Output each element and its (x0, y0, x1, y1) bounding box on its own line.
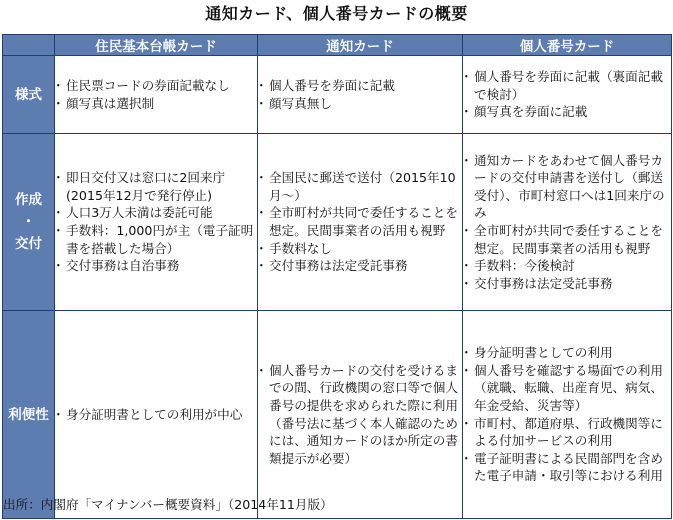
row-label-issuance-line: ・ (21, 214, 36, 230)
cell-format-juki (55, 56, 258, 134)
list-item: ・ 交付事務は法定受託事務 (258, 257, 462, 275)
table-row (3, 134, 672, 311)
source-note: 出所：内閣府「マイナンバー概要資料」（2014年11月版） (3, 497, 333, 512)
cell-convenience-notification (258, 311, 463, 519)
list-item: ・ 手数料なし (258, 240, 462, 258)
header-corner-cell (3, 35, 55, 56)
row-label-convenience: 利便性 (3, 311, 55, 519)
list-item: ・ 顔写真は選択制 (55, 95, 257, 113)
cell-issuance-notification (258, 134, 463, 311)
header-notification-card: 通知カード (258, 35, 463, 56)
header-juki-card: 住民基本台帳カード (55, 35, 258, 56)
table-row (3, 311, 672, 519)
list-item: ・ 人口3万人未満は委託可能 (55, 204, 257, 222)
list-item: ・ 市町村、都道府県、行政機関等による付加サービスの利用 (463, 415, 671, 450)
list-item: ・ 即日交付又は窓口に2回来庁(2015年12月で発行停止) (55, 169, 257, 204)
comparison-table (2, 34, 672, 519)
row-label-issuance (3, 134, 55, 311)
list-item: ・ 全国民に郵送で送付（2015年10月～） (258, 169, 462, 204)
list-item: ・ 手数料：今後検討 (463, 257, 671, 275)
list-item: ・ 交付事務は法定受託事務 (463, 275, 671, 293)
list-item: ・ 身分証明書としての利用 (463, 344, 671, 362)
list-item: ・ 顔写真無し (258, 95, 462, 113)
list-item: ・ 個人番号を確認する場面での利用（就職、転職、出産育児、病気、年金受給、災害等） (463, 362, 671, 415)
list-item: ・ 個人番号を券面に記載 (258, 77, 462, 95)
row-label-format: 様式 (3, 56, 55, 134)
list-item: ・ 通知カードをあわせて個人番号カードの交付申請書を送付し（郵送受付）、市町村窓口へは1回来庁のみ (463, 152, 671, 222)
list-item: ・ 全市町村が共同で委任することを想定。民間事業者の活用も視野 (258, 204, 462, 239)
cell-issuance-juki (55, 134, 258, 311)
row-label-issuance-line: 作成 (15, 192, 42, 208)
cell-format-mynumber (463, 56, 672, 134)
row-label-issuance-line: 交付 (15, 236, 42, 252)
list-item: ・ 身分証明書としての利用が中心 (55, 406, 257, 424)
list-item: ・ 全市町村が共同で委任することを想定。民間事業者の活用も視野 (463, 222, 671, 257)
cell-convenience-juki (55, 311, 258, 519)
list-item: ・ 電子証明書による民間部門を含めた電子申請・取引等における利用 (463, 450, 671, 485)
list-item: ・ 住民票コードの券面記載なし (55, 77, 257, 95)
header-my-number-card: 個人番号カード (463, 35, 672, 56)
page-title: 通知カード、個人番号カードの概要 (205, 4, 468, 23)
cell-convenience-mynumber (463, 311, 672, 519)
list-item: ・ 顔写真を券面に記載 (463, 103, 671, 121)
cell-issuance-mynumber (463, 134, 672, 311)
table-header-row (3, 35, 672, 56)
table-row (3, 56, 672, 134)
list-item: ・ 個人番号カードの交付を受けるまでの間、行政機関の窓口等で個人番号の提供を求められた際に利用（番号法に基づく本人確認のためには、通知カードのほか所定の書類提示が必要） (258, 362, 462, 468)
cell-format-notification (258, 56, 463, 134)
list-item: ・ 個人番号を券面に記載（裏面記載で検討） (463, 68, 671, 103)
list-item: ・ 交付事務は自治事務 (55, 257, 257, 275)
list-item: ・ 手数料：1,000円が主（電子証明書を搭載した場合） (55, 222, 257, 257)
